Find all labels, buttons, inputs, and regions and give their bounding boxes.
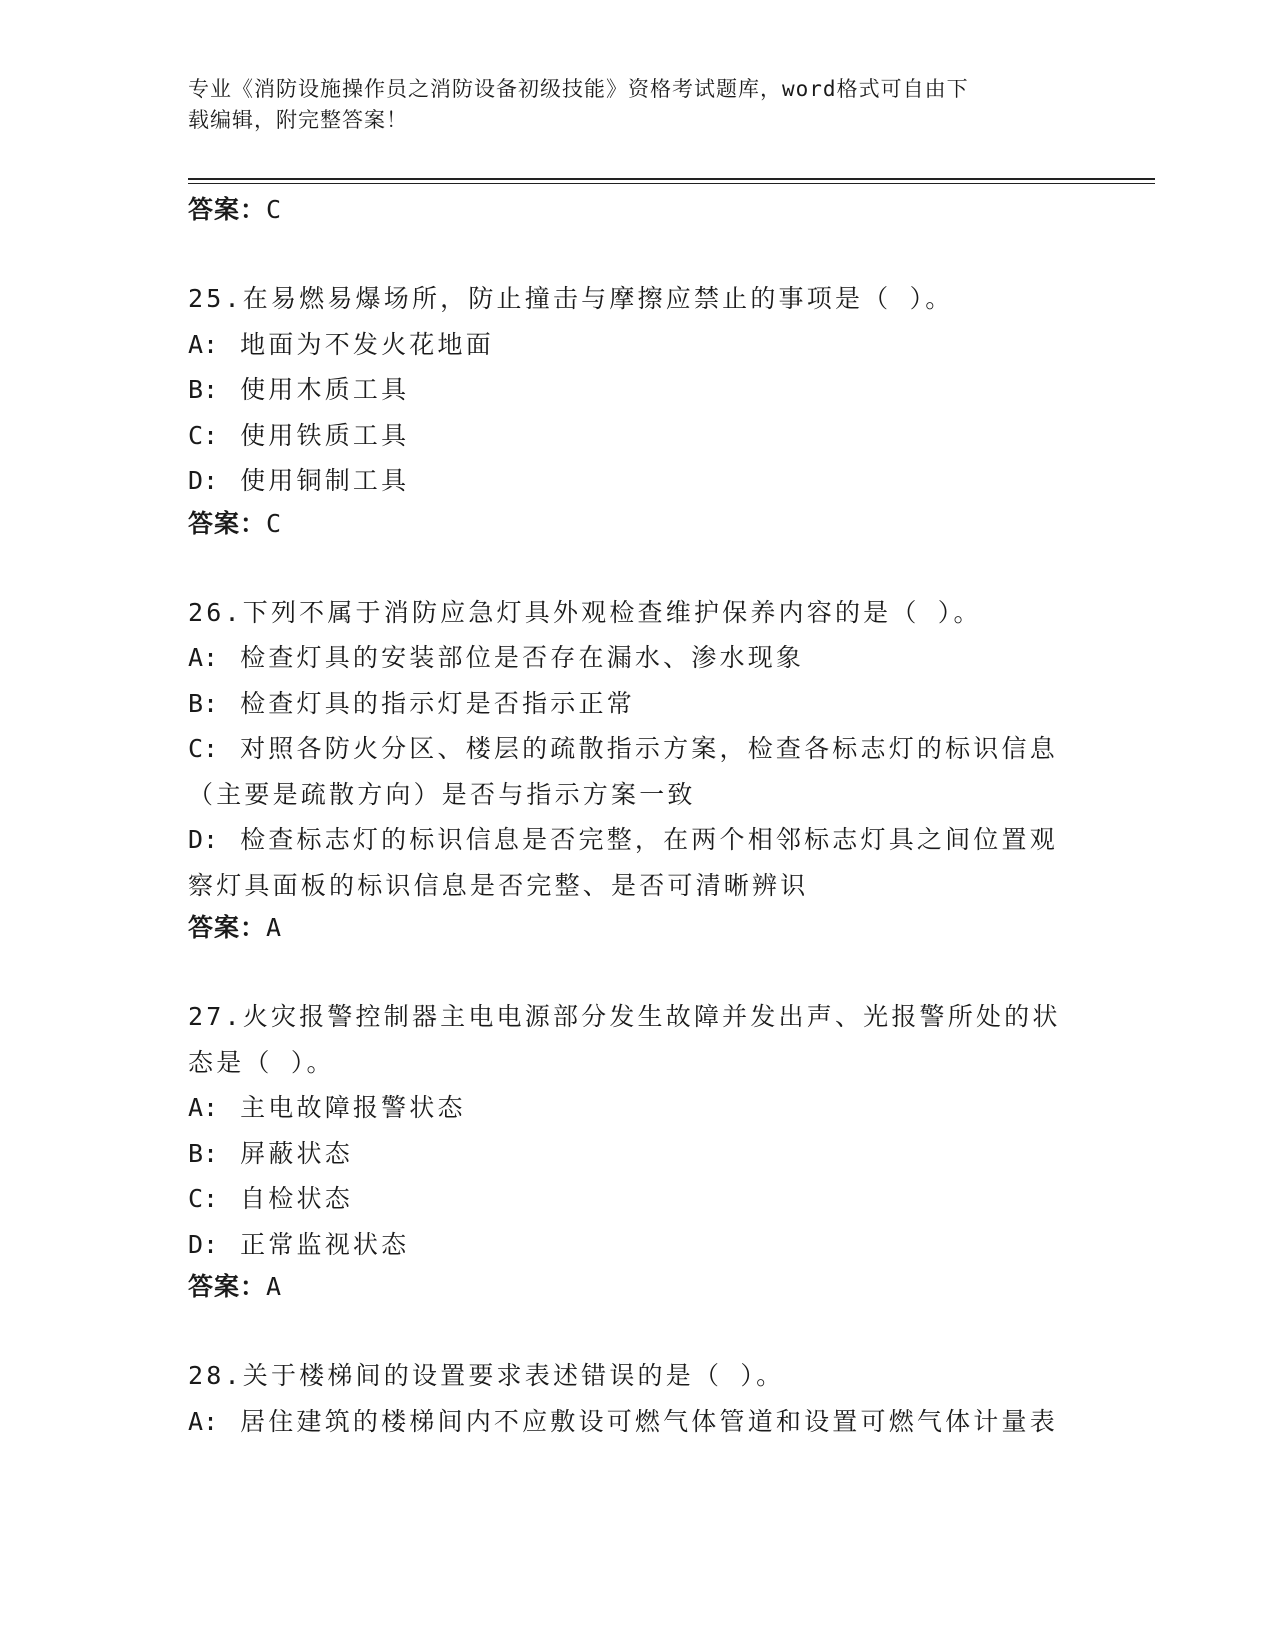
option-key: B:: [188, 1138, 219, 1168]
answer-label: 答案：: [188, 195, 267, 224]
option-a: [188, 1399, 1088, 1445]
option-key: A:: [188, 329, 219, 359]
question-stem: 25.在易燃易爆场所，防止撞击与摩擦应禁止的事项是（ ）。: [188, 284, 954, 313]
question-25: [188, 276, 1088, 544]
answer-value: A: [266, 913, 283, 942]
option-text: 自检状态: [240, 1184, 353, 1213]
option-b: [188, 367, 1088, 413]
option-key: B:: [188, 688, 219, 718]
question-content: [188, 190, 1088, 1444]
option-c: [188, 1176, 1088, 1222]
option-text: 对照各防火分区、楼层的疏散指示方案，检查各标志灯的标识信息: [240, 734, 1058, 763]
option-text: 居住建筑的楼梯间内不应敷设可燃气体管道和设置可燃气体计量表: [240, 1406, 1058, 1436]
option-text: 屏蔽状态: [240, 1138, 353, 1168]
answer-label: 答案：: [188, 508, 267, 538]
option-d: [188, 458, 1088, 504]
question-stem: 28.关于楼梯间的设置要求表述错误的是（ ）。: [188, 1361, 785, 1390]
option-key: D:: [188, 1229, 219, 1259]
option-key: C:: [188, 420, 219, 450]
option-c-continued: （主要是疏散方向）是否与指示方案一致: [188, 779, 696, 809]
option-key: D:: [188, 466, 219, 495]
answer-value: C: [266, 195, 283, 224]
option-a: [188, 322, 1088, 368]
option-a: [188, 1085, 1088, 1131]
question-answer: [188, 1267, 1088, 1307]
option-text: 检查灯具的指示灯是否指示正常: [240, 688, 635, 718]
header-line-2: 载编辑，附完整答案！: [188, 108, 408, 132]
option-key: A:: [188, 1093, 219, 1122]
answer-value: C: [266, 508, 283, 538]
option-a: [188, 635, 1088, 681]
question-stem: 26.下列不属于消防应急灯具外观检查维护保养内容的是（ ）。: [188, 597, 982, 627]
answer-label: 答案：: [188, 1272, 267, 1301]
option-b: [188, 681, 1088, 727]
header-line-1: 专业《消防设施操作员之消防设备初级技能》资格考试题库，word格式可自由下: [188, 77, 969, 101]
answer-label: 答案：: [188, 913, 267, 942]
header-divider-thick: [188, 178, 1155, 180]
question-answer: [188, 504, 1088, 544]
answer-value: A: [266, 1272, 283, 1301]
option-c: [188, 413, 1088, 459]
question-stem-continued: 态是（ ）。: [188, 1047, 335, 1077]
question-answer: [188, 908, 1088, 948]
previous-answer: [188, 190, 1088, 230]
option-text: 地面为不发火花地面: [240, 329, 494, 359]
option-text: 使用铜制工具: [240, 466, 410, 495]
question-26: [188, 590, 1088, 949]
question-27: [188, 994, 1088, 1307]
option-c: [188, 726, 1088, 772]
option-b: [188, 1131, 1088, 1177]
header-divider-thin: [188, 183, 1155, 184]
question-28: [188, 1353, 1088, 1444]
option-d-continued: 察灯具面板的标识信息是否完整、是否可清晰辨识: [188, 870, 809, 900]
document-header: [188, 74, 1078, 136]
option-key: A:: [188, 1406, 219, 1436]
option-text: 主电故障报警状态: [240, 1093, 466, 1122]
option-d: [188, 1222, 1088, 1268]
option-key: C:: [188, 1184, 219, 1213]
option-text: 使用木质工具: [240, 375, 410, 404]
option-key: B:: [188, 375, 219, 404]
question-stem: 27.火灾报警控制器主电电源部分发生故障并发出声、光报警所处的状: [188, 1002, 1061, 1031]
option-d: [188, 817, 1088, 863]
option-key: D:: [188, 825, 219, 854]
option-key: C:: [188, 734, 219, 763]
option-text: 检查灯具的安装部位是否存在漏水、渗水现象: [240, 643, 805, 672]
option-text: 使用铁质工具: [240, 420, 410, 450]
option-text: 检查标志灯的标识信息是否完整，在两个相邻标志灯具之间位置观: [240, 825, 1058, 854]
option-key: A:: [188, 643, 219, 672]
option-text: 正常监视状态: [240, 1229, 410, 1259]
